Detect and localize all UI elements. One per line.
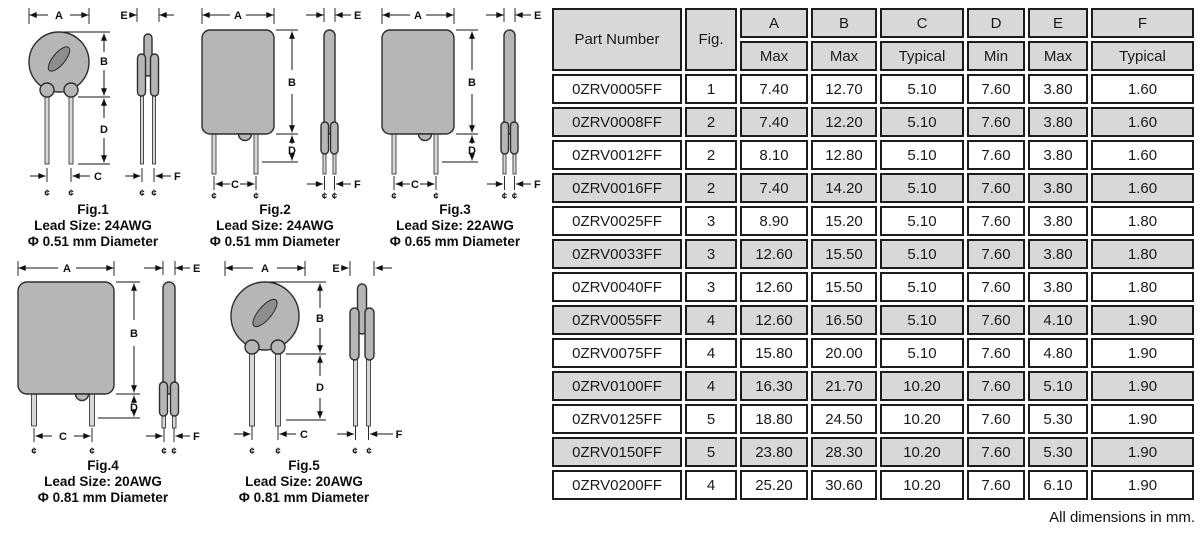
- dim-value-cell: 10.20: [880, 371, 964, 401]
- dim-label-b: B: [468, 77, 476, 89]
- dim-value-cell: 15.50: [811, 272, 877, 302]
- col-header-b: B: [811, 8, 877, 38]
- lead-bump: [138, 54, 146, 96]
- table-row: [552, 140, 1194, 170]
- lead-bump: [245, 340, 259, 354]
- part-number-cell: 0ZRV0016FF: [552, 173, 682, 203]
- centerline-icon: ¢: [89, 446, 95, 456]
- front-view: [29, 8, 110, 199]
- dim-label-a: A: [261, 263, 269, 275]
- dim-value-cell: 7.60: [967, 140, 1025, 170]
- centerline-icon: ¢: [433, 191, 439, 200]
- component-lead: [503, 152, 506, 174]
- dim-value-cell: 7.60: [967, 305, 1025, 335]
- dim-value-cell: 20.00: [811, 338, 877, 368]
- component-lead: [513, 152, 516, 174]
- lead-bump: [511, 122, 519, 154]
- dim-value-cell: 5.10: [880, 140, 964, 170]
- dim-value-cell: 7.60: [967, 239, 1025, 269]
- table-row: [552, 239, 1194, 269]
- dim-value-cell: 10.20: [880, 470, 964, 500]
- qualifier-e: Max: [1028, 41, 1088, 71]
- centerline-icon: ¢: [31, 446, 37, 456]
- spec-table-panel: [549, 5, 1197, 526]
- fig3-lead-size: Lead Size: 22AWG: [396, 218, 514, 233]
- dim-value-cell: 12.20: [811, 107, 877, 137]
- dim-value-cell: 1.60: [1091, 140, 1194, 170]
- dim-label-f: F: [174, 171, 181, 183]
- fig4-lead-size: Lead Size: 20AWG: [44, 474, 162, 489]
- col-header-d: D: [967, 8, 1025, 38]
- part-number-cell: 0ZRV0055FF: [552, 305, 682, 335]
- table-row: [552, 173, 1194, 203]
- dim-value-cell: 23.80: [740, 437, 808, 467]
- lead-bump: [40, 83, 54, 97]
- dim-label-e: E: [120, 10, 128, 22]
- fig3-caption: [366, 202, 544, 250]
- dim-value-cell: 5.30: [1028, 404, 1088, 434]
- dim-value-cell: 3.80: [1028, 272, 1088, 302]
- component-lead: [354, 358, 358, 426]
- fig3-diameter: Φ 0.65 mm Diameter: [389, 234, 521, 249]
- centerline-icon: ¢: [151, 188, 157, 199]
- dim-value-cell: 7.40: [740, 107, 808, 137]
- lead-bump: [271, 340, 285, 354]
- dim-value-cell: 3.80: [1028, 74, 1088, 104]
- dim-label-e: E: [354, 10, 362, 22]
- centerline-icon: ¢: [249, 446, 255, 456]
- fig2-lead-size: Lead Size: 24AWG: [216, 218, 334, 233]
- dim-value-cell: 12.80: [811, 140, 877, 170]
- dim-label-d: D: [316, 382, 324, 394]
- lead-bump: [321, 122, 329, 154]
- dim-label-a: A: [63, 263, 71, 275]
- dim-value-cell: 10.20: [880, 404, 964, 434]
- lead-bump: [331, 122, 339, 154]
- dim-value-cell: 1.60: [1091, 107, 1194, 137]
- dim-value-cell: 10.20: [880, 437, 964, 467]
- table-row: [552, 338, 1194, 368]
- centerline-icon: ¢: [501, 191, 508, 200]
- dim-value-cell: 30.60: [811, 470, 877, 500]
- dim-value-cell: 16.50: [811, 305, 877, 335]
- fig4-caption: [4, 458, 202, 506]
- component-lead: [434, 134, 438, 174]
- centerline-icon: ¢: [331, 191, 338, 200]
- dim-value-cell: 1.60: [1091, 173, 1194, 203]
- dim-value-cell: 24.50: [811, 404, 877, 434]
- dim-value-cell: 7.60: [967, 107, 1025, 137]
- dim-value-cell: 5.10: [880, 338, 964, 368]
- dim-value-cell: 1.80: [1091, 239, 1194, 269]
- dim-value-cell: 3.80: [1028, 206, 1088, 236]
- front-view: [225, 261, 326, 456]
- component-lead: [276, 347, 281, 426]
- dim-label-f: F: [193, 431, 200, 443]
- fig-cell: 3: [685, 272, 737, 302]
- part-number-cell: 0ZRV0200FF: [552, 470, 682, 500]
- centerline-icon: ¢: [253, 191, 259, 200]
- dim-value-cell: 1.90: [1091, 470, 1194, 500]
- dim-value-cell: 7.60: [967, 437, 1025, 467]
- dim-value-cell: 7.60: [967, 404, 1025, 434]
- dim-label-c: C: [300, 429, 308, 441]
- table-row: [552, 470, 1194, 500]
- dim-value-cell: 7.60: [967, 371, 1025, 401]
- component-body: [504, 30, 515, 134]
- dim-value-cell: 12.60: [740, 239, 808, 269]
- fig1-lead-size: Lead Size: 24AWG: [34, 218, 152, 233]
- component-lead: [323, 152, 326, 174]
- dim-label-d: D: [130, 402, 138, 414]
- dip-bump: [419, 134, 432, 141]
- part-number-cell: 0ZRV0025FF: [552, 206, 682, 236]
- component-body: [163, 282, 175, 394]
- fig-cell: 4: [685, 338, 737, 368]
- dim-value-cell: 5.10: [880, 206, 964, 236]
- dim-label-d: D: [468, 145, 476, 157]
- dim-value-cell: 5.10: [880, 272, 964, 302]
- dim-value-cell: 1.90: [1091, 338, 1194, 368]
- component-lead: [90, 394, 95, 426]
- part-number-cell: 0ZRV0040FF: [552, 272, 682, 302]
- dim-value-cell: 7.60: [967, 338, 1025, 368]
- component-lead: [212, 134, 216, 174]
- component-lead: [153, 92, 156, 164]
- part-number-cell: 0ZRV0033FF: [552, 239, 682, 269]
- fig5-diameter: Φ 0.81 mm Diameter: [238, 490, 370, 505]
- component-body: [382, 30, 454, 134]
- dim-value-cell: 8.10: [740, 140, 808, 170]
- centerline-icon: ¢: [211, 191, 217, 200]
- dim-value-cell: 3.80: [1028, 107, 1088, 137]
- dim-label-c: C: [59, 431, 67, 443]
- lead-bump: [151, 54, 159, 96]
- spec-table: [549, 5, 1197, 503]
- dim-label-e: E: [193, 263, 201, 275]
- side-view: [332, 261, 402, 456]
- dim-label-f: F: [534, 179, 541, 191]
- dim-value-cell: 7.60: [967, 206, 1025, 236]
- dim-value-cell: 1.80: [1091, 272, 1194, 302]
- qualifier-c: Typical: [880, 41, 964, 71]
- col-header-c: C: [880, 8, 964, 38]
- dip-bump: [76, 394, 89, 401]
- dim-value-cell: 18.80: [740, 404, 808, 434]
- fig2-title: Fig.2: [259, 202, 291, 217]
- fig-cell: 1: [685, 74, 737, 104]
- spec-table-body: [552, 74, 1194, 500]
- side-view: [306, 8, 361, 200]
- centerline-icon: ¢: [391, 191, 397, 200]
- dim-value-cell: 7.60: [967, 74, 1025, 104]
- dim-value-cell: 16.30: [740, 371, 808, 401]
- front-view: [382, 8, 478, 200]
- dim-label-e: E: [332, 263, 340, 275]
- part-number-cell: 0ZRV0150FF: [552, 437, 682, 467]
- part-number-cell: 0ZRV0005FF: [552, 74, 682, 104]
- centerline-icon: ¢: [321, 191, 328, 200]
- front-view: [202, 8, 298, 200]
- dim-value-cell: 7.60: [967, 470, 1025, 500]
- dim-value-cell: 3.80: [1028, 140, 1088, 170]
- dip-bump: [239, 134, 252, 141]
- component-lead: [250, 347, 255, 426]
- table-row: [552, 371, 1194, 401]
- lead-bump: [160, 382, 168, 416]
- side-view: [120, 8, 181, 199]
- fig-cell: 3: [685, 206, 737, 236]
- component-lead: [392, 134, 396, 174]
- qualifier-d: Min: [967, 41, 1025, 71]
- dim-value-cell: 5.10: [880, 305, 964, 335]
- dim-label-d: D: [100, 124, 108, 136]
- side-view: [486, 8, 541, 200]
- fig4-title: Fig.4: [87, 458, 119, 473]
- col-header-fig: Fig.: [685, 8, 737, 71]
- dim-label-b: B: [288, 77, 296, 89]
- dim-label-c: C: [94, 171, 102, 183]
- table-row: [552, 74, 1194, 104]
- component-lead: [141, 92, 144, 164]
- dim-value-cell: 5.30: [1028, 437, 1088, 467]
- dim-value-cell: 15.80: [740, 338, 808, 368]
- dim-label-a: A: [55, 10, 63, 22]
- dim-value-cell: 15.20: [811, 206, 877, 236]
- part-number-cell: 0ZRV0125FF: [552, 404, 682, 434]
- fig2-diameter: Φ 0.51 mm Diameter: [209, 234, 341, 249]
- fig-cell: 3: [685, 239, 737, 269]
- dim-value-cell: 7.40: [740, 173, 808, 203]
- part-number-cell: 0ZRV0012FF: [552, 140, 682, 170]
- dim-value-cell: 5.10: [880, 74, 964, 104]
- units-note: All dimensions in mm.: [1049, 509, 1195, 526]
- fig1-diameter: Φ 0.51 mm Diameter: [27, 234, 159, 249]
- centerline-icon: ¢: [44, 188, 50, 199]
- table-row: [552, 107, 1194, 137]
- fig-cell: 5: [685, 437, 737, 467]
- fig-cell: 5: [685, 404, 737, 434]
- lead-bump: [171, 382, 179, 416]
- centerline-icon: ¢: [139, 188, 145, 199]
- dim-value-cell: 12.70: [811, 74, 877, 104]
- fig2-drawing: [186, 4, 364, 200]
- centerline-icon: ¢: [275, 446, 281, 456]
- fig-cell: 4: [685, 371, 737, 401]
- centerline-icon: ¢: [161, 446, 167, 456]
- fig5-lead-size: Lead Size: 20AWG: [245, 474, 363, 489]
- qualifier-f: Typical: [1091, 41, 1194, 71]
- dim-label-c: C: [411, 179, 419, 191]
- dim-value-cell: 1.80: [1091, 206, 1194, 236]
- dim-value-cell: 8.90: [740, 206, 808, 236]
- dim-value-cell: 5.10: [1028, 371, 1088, 401]
- dim-value-cell: 1.90: [1091, 437, 1194, 467]
- component-body: [18, 282, 114, 394]
- centerline-icon: ¢: [352, 446, 358, 456]
- fig5-title: Fig.5: [288, 458, 320, 473]
- component-lead: [69, 90, 73, 164]
- dim-value-cell: 25.20: [740, 470, 808, 500]
- centerline-icon: ¢: [171, 446, 177, 456]
- table-row: [552, 404, 1194, 434]
- dim-label-a: A: [234, 10, 242, 22]
- dim-value-cell: 28.30: [811, 437, 877, 467]
- col-header-part-number: Part Number: [552, 8, 682, 71]
- dim-value-cell: 21.70: [811, 371, 877, 401]
- dim-label-b: B: [100, 56, 108, 68]
- table-row: [552, 305, 1194, 335]
- fig4-drawing: [4, 258, 202, 456]
- col-header-f: F: [1091, 8, 1194, 38]
- dim-value-cell: 1.90: [1091, 404, 1194, 434]
- dim-value-cell: 7.40: [740, 74, 808, 104]
- fig-cell: 2: [685, 107, 737, 137]
- fig4-diameter: Φ 0.81 mm Diameter: [37, 490, 169, 505]
- fig-cell: 4: [685, 305, 737, 335]
- dim-label-b: B: [316, 313, 324, 325]
- dim-label-d: D: [288, 145, 296, 157]
- lead-bump: [350, 308, 359, 360]
- fig5-drawing: [200, 258, 408, 456]
- dim-value-cell: 1.90: [1091, 371, 1194, 401]
- dim-value-cell: 15.50: [811, 239, 877, 269]
- dim-value-cell: 12.60: [740, 272, 808, 302]
- part-number-cell: 0ZRV0008FF: [552, 107, 682, 137]
- qualifier-b: Max: [811, 41, 877, 71]
- dim-value-cell: 3.80: [1028, 173, 1088, 203]
- fig5-caption: [200, 458, 408, 506]
- centerline-icon: ¢: [366, 446, 372, 456]
- dim-label-c: C: [231, 179, 239, 191]
- component-lead: [32, 394, 37, 426]
- fig-cell: 2: [685, 173, 737, 203]
- component-lead: [254, 134, 258, 174]
- component-body: [324, 30, 335, 134]
- fig3-title: Fig.3: [439, 202, 471, 217]
- component-lead: [333, 152, 336, 174]
- lead-bump: [64, 83, 78, 97]
- lead-bump: [501, 122, 509, 154]
- dim-value-cell: 4.10: [1028, 305, 1088, 335]
- dim-value-cell: 5.10: [880, 173, 964, 203]
- dim-label-b: B: [130, 328, 138, 340]
- part-number-cell: 0ZRV0075FF: [552, 338, 682, 368]
- dim-value-cell: 14.20: [811, 173, 877, 203]
- component-lead: [45, 90, 49, 164]
- side-view: [144, 261, 200, 456]
- front-view: [18, 261, 140, 456]
- fig1-title: Fig.1: [77, 202, 109, 217]
- col-header-a: A: [740, 8, 808, 38]
- dim-value-cell: 6.10: [1028, 470, 1088, 500]
- fig1-drawing: [4, 4, 182, 200]
- component-lead: [367, 358, 371, 426]
- dim-value-cell: 1.90: [1091, 305, 1194, 335]
- fig1-caption: [8, 202, 178, 250]
- dim-label-e: E: [534, 10, 542, 22]
- dim-value-cell: 5.10: [880, 107, 964, 137]
- dim-value-cell: 3.80: [1028, 239, 1088, 269]
- lead-bump: [365, 308, 374, 360]
- col-header-e: E: [1028, 8, 1088, 38]
- dim-value-cell: 12.60: [740, 305, 808, 335]
- dim-label-a: A: [414, 10, 422, 22]
- fig-cell: 4: [685, 470, 737, 500]
- dim-label-f: F: [395, 429, 403, 441]
- table-row: [552, 437, 1194, 467]
- dim-label-f: F: [354, 179, 361, 191]
- component-body: [202, 30, 274, 134]
- centerline-icon: ¢: [68, 188, 74, 199]
- table-row: [552, 206, 1194, 236]
- dim-value-cell: 7.60: [967, 272, 1025, 302]
- fig-cell: 2: [685, 140, 737, 170]
- dim-value-cell: 5.10: [880, 239, 964, 269]
- header-row-letters: [552, 8, 1194, 38]
- centerline-icon: ¢: [511, 191, 518, 200]
- part-number-cell: 0ZRV0100FF: [552, 371, 682, 401]
- qualifier-a: Max: [740, 41, 808, 71]
- fig2-caption: [186, 202, 364, 250]
- dim-value-cell: 7.60: [967, 173, 1025, 203]
- dim-value-cell: 4.80: [1028, 338, 1088, 368]
- dim-value-cell: 1.60: [1091, 74, 1194, 104]
- table-row: [552, 272, 1194, 302]
- fig3-drawing: [366, 4, 544, 200]
